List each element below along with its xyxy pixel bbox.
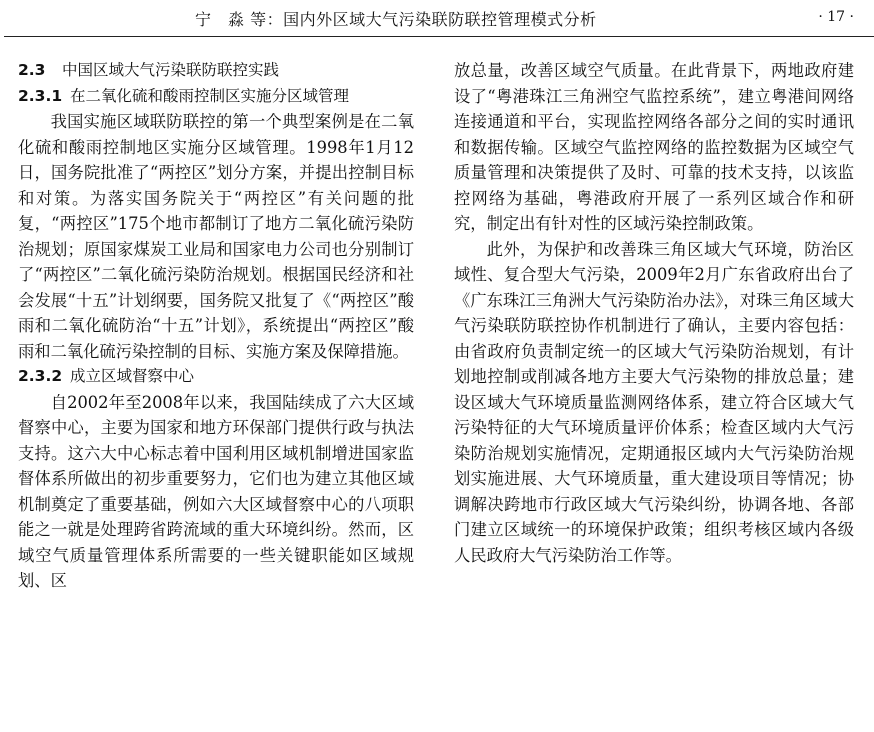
header-rule (4, 36, 874, 37)
header-title: 宁 淼 等：国内外区域大气污染联防联控管理模式分析 (195, 10, 597, 29)
subsection-title: 成立区域督察中心 (70, 367, 195, 385)
subsection-title: 在二氧化硫和酸雨控制区实施分区域管理 (70, 86, 350, 105)
section-number: 2.3 (18, 61, 46, 79)
left-column (18, 58, 414, 594)
paragraph: 此外，为保护和改善珠三角区域大气环境，防治区域性、复合型大气污染，2009年2月广东省政府出台了《广东珠江三角洲大气污染防治办法》，对珠三角区域大气污染联防联控协作机制进行了确认，主要内容包括：由省政府负责制定统一的区域大气污染防治规划，有计划地控制或削减各地方主要大气污染物的排放总量；建设区域大气环境质量监测网络体系，建立符合区域大气污染特征的大气环境质量评价体系；检查区域内大气污染防治规划实施情况，定期通报区域内大气污染防治规划实施进展、大气环境质量，重大建设项目等情况；协调解决跨地市行政区域大气污染纠纷，协调各地、各部门建立区域统一的环境保护政策；组织考核区域内各级人民政府大气污染防治工作等。 (454, 239, 854, 565)
subsection-heading-2 (18, 364, 414, 390)
section-heading (18, 58, 414, 84)
section-title: 中国区域大气污染联防联控实践 (62, 61, 280, 79)
right-column (454, 58, 854, 568)
subsection-number: 2.3.2 (18, 367, 63, 385)
subsection-number: 2.3.1 (18, 86, 63, 105)
paragraph: 自2002年至2008年以来，我国陆续成了六大区域督察中心，主要为国家和地方环保部门提供行政与执法支持。这六大中心标志着中国利用区域机制增进国家监督体系所做出的初步重要努力，它们也为建立其他区域机制奠定了重要基础，例如六大区域督察中心的八项职能之一就是处理跨省跨流域的重大环境纠纷。然而，区域空气质量管理体系所需要的一些关键职能如区域规划、区 (18, 392, 414, 590)
running-header (0, 0, 874, 37)
paragraph: 我国实施区域联防联控的第一个典型案例是在二氧化硫和酸雨控制地区实施分区域管理。1998年1月12日，国务院批准了“两控区”划分方案，并提出控制目标和对策。为落实国务院关于“两控区”有关问题的批复，“两控区”175个地市都制订了地方二氧化硫污染防治规划；原国家煤炭工业局和国家电力公司也分别制订了“两控区”二氧化硫污染防治规划。根据国民经济和社会发展“十五”计划纲要，国务院又批复了《“两控区”酸雨和二氧化硫防治“十五”计划》，系统提出“两控区”酸雨和二氧化硫污染控制的目标、实施方案及保障措施。 (18, 112, 414, 361)
subsection-heading-1 (18, 84, 414, 110)
paragraph-continued: 放总量，改善区域空气质量。在此背景下，两地政府建设了“粤港珠江三角洲空气监控系统”，建立粤港间网络连接通道和平台，实现监控网络各部分之间的实时通讯和数据传输。区域空气监控网络的监控数据为区域空气质量管理和决策提供了及时、可靠的技术支持，以该监控网络为基础，粤港政府开展了一系列区域合作和研究，制定出有针对性的区域污染控制政策。 (454, 61, 854, 233)
page-number: · 17 · (818, 9, 854, 25)
